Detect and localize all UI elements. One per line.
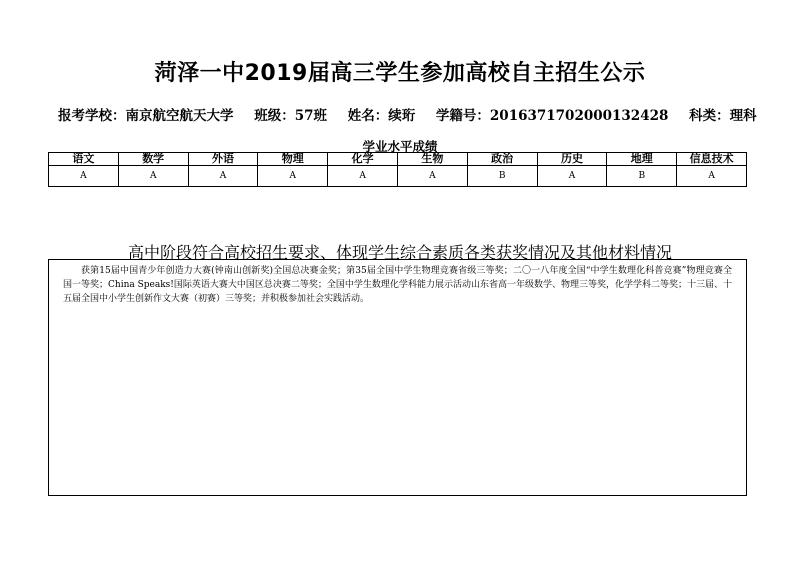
grade-header-cell: 化学: [328, 153, 398, 166]
student-info: [58, 104, 778, 124]
grade-header-cell: 历史: [537, 153, 607, 166]
grade-header-cell: 地理: [607, 153, 677, 166]
name-value: 续珩: [388, 108, 416, 124]
grade-header-cell: 外语: [188, 153, 258, 166]
awards-box: [48, 259, 747, 496]
awards-text: 获第15届中国青少年创造力大赛(钟南山创新奖)全国总决赛金奖；第35届全国中学生物理竞赛省级三等奖；二〇一八年度全国“中学生数理化科普竞赛”物理竞赛全国一等奖；China Speaks!国际英语大赛大中国区总决赛二等奖；全国中学生数理化学科能力展示活动山东省高一年级数学、物理三等奖，化学学科二等奖；十三届、十五届全国中小学生创新作文大赛（初赛）三等奖；并积极参加社会实践活动。: [63, 266, 732, 304]
grade-value-cell: A: [258, 166, 328, 187]
grade-header-cell: 语文: [49, 153, 119, 166]
page-title: 菏泽一中2019届高三学生参加高校自主招生公示: [154, 61, 646, 86]
class-value: 57班: [294, 108, 327, 124]
grade-header-cell: 政治: [467, 153, 537, 166]
id-label: 学籍号：: [435, 108, 490, 124]
grade-value-cell: A: [49, 166, 119, 187]
name-label: 姓名：: [347, 108, 389, 124]
grades-section-title: 学业水平成绩: [362, 139, 438, 154]
id-value: 2016371702000132428: [489, 108, 669, 124]
class-label: 班级：: [254, 108, 295, 124]
grade-value-cell: B: [607, 166, 677, 187]
grade-value-cell: A: [118, 166, 188, 187]
grade-header-cell: 生物: [397, 153, 467, 166]
grade-value-cell: A: [328, 166, 398, 187]
subject-value: 理科: [729, 108, 757, 124]
grade-header-cell: 数学: [118, 153, 188, 166]
subject-label: 科类：: [689, 108, 730, 124]
grades-table: [48, 152, 747, 187]
school-label: 报考学校：: [58, 108, 126, 124]
grade-value-cell: A: [188, 166, 258, 187]
grade-value-cell: A: [677, 166, 747, 187]
school-value: 南京航空航天大学: [125, 108, 234, 124]
awards-section-title: 高中阶段符合高校招生要求、体现学生综合素质各类获奖情况及其他材料情况: [127, 243, 672, 262]
grade-value-cell: B: [467, 166, 537, 187]
grades-header-row: [49, 153, 747, 166]
grade-header-cell: 信息技术: [677, 153, 747, 166]
grade-header-cell: 物理: [258, 153, 328, 166]
grades-value-row: [49, 166, 747, 187]
grade-value-cell: A: [397, 166, 467, 187]
grade-value-cell: A: [537, 166, 607, 187]
